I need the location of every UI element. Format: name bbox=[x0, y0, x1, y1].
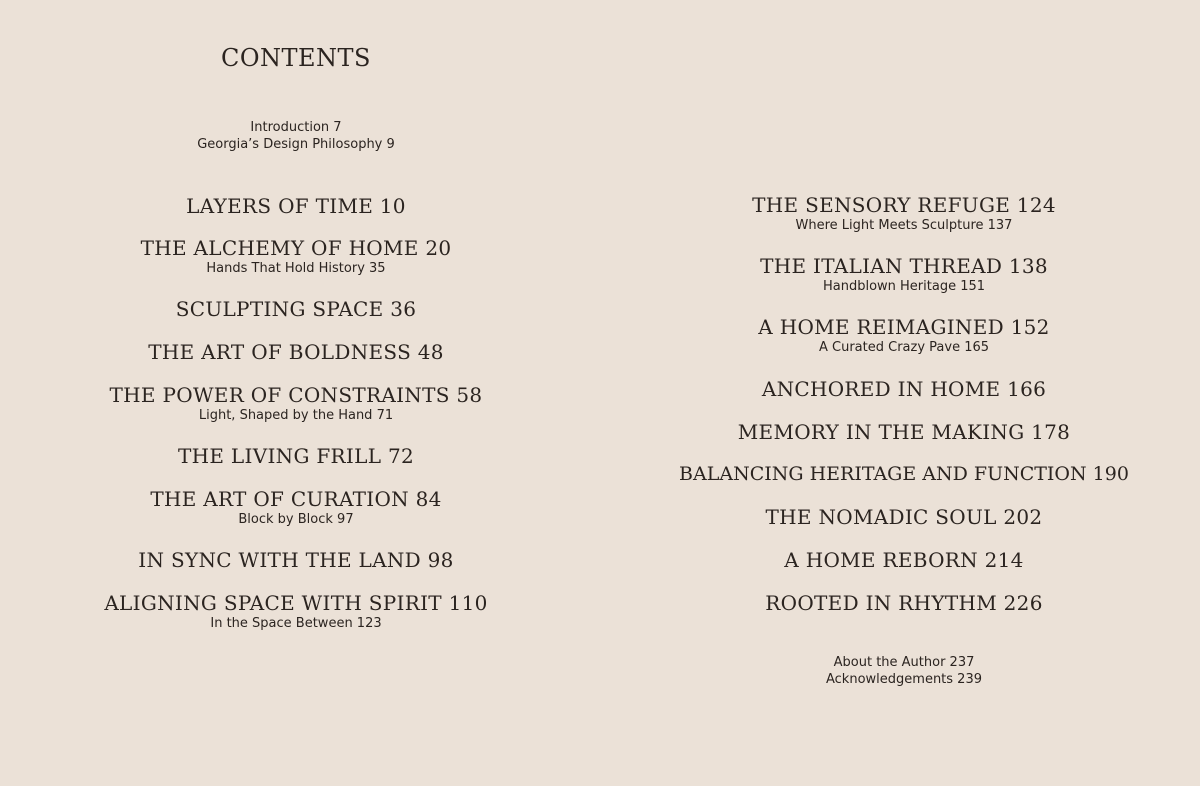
chapter-title: THE LIVING FRILL 72 bbox=[177, 444, 414, 468]
chapter-entry bbox=[0, 297, 592, 321]
front-matter-item: Georgia’s Design Philosophy 9 bbox=[197, 137, 395, 152]
chapter-title: SCULPTING SPACE 36 bbox=[175, 297, 417, 321]
left-page bbox=[0, 0, 592, 786]
chapter-title: ROOTED IN RHYTHM 226 bbox=[765, 591, 1043, 615]
chapter-title: THE POWER OF CONSTRAINTS 58 bbox=[109, 383, 483, 407]
chapter-entry bbox=[608, 462, 1200, 486]
chapter-entry bbox=[0, 444, 592, 468]
chapter-entry bbox=[608, 420, 1200, 444]
chapter-subtitle: A Curated Crazy Pave 165 bbox=[818, 340, 990, 355]
chapter-subtitle: Block by Block 97 bbox=[238, 512, 354, 527]
chapter-entry bbox=[608, 377, 1200, 401]
chapter-title: THE ART OF CURATION 84 bbox=[150, 487, 442, 511]
right-page bbox=[608, 0, 1200, 786]
chapter-entry bbox=[0, 194, 592, 218]
chapter-title: THE ITALIAN THREAD 138 bbox=[760, 254, 1048, 278]
back-matter-list bbox=[608, 654, 1200, 688]
chapter-entry bbox=[608, 315, 1200, 356]
chapter-entry bbox=[0, 487, 592, 528]
chapter-entry bbox=[608, 591, 1200, 615]
chapter-title: BALANCING HERITAGE AND FUNCTION 190 bbox=[679, 463, 1129, 485]
chapter-title: THE ART OF BOLDNESS 48 bbox=[148, 340, 444, 364]
chapter-entry bbox=[608, 548, 1200, 572]
chapter-entry bbox=[0, 548, 592, 572]
chapter-entry bbox=[0, 383, 592, 424]
front-matter-list bbox=[0, 119, 592, 153]
chapter-title: ANCHORED IN HOME 166 bbox=[761, 377, 1047, 401]
chapter-subtitle: Light, Shaped by the Hand 71 bbox=[198, 408, 394, 423]
chapter-subtitle: Hands That Hold History 35 bbox=[206, 261, 386, 276]
chapter-entry bbox=[0, 591, 592, 632]
chapter-entry bbox=[608, 193, 1200, 234]
chapter-title: MEMORY IN THE MAKING 178 bbox=[737, 420, 1071, 444]
chapter-title: THE SENSORY REFUGE 124 bbox=[752, 193, 1056, 217]
chapter-title: LAYERS OF TIME 10 bbox=[186, 194, 406, 218]
chapter-subtitle: Where Light Meets Sculpture 137 bbox=[795, 218, 1013, 233]
back-matter-item: About the Author 237 bbox=[833, 655, 975, 670]
chapter-subtitle: Handblown Heritage 151 bbox=[822, 279, 986, 294]
chapter-title: ALIGNING SPACE WITH SPIRIT 110 bbox=[104, 591, 488, 615]
contents-heading: CONTENTS bbox=[220, 44, 371, 72]
chapter-title: THE ALCHEMY OF HOME 20 bbox=[140, 236, 452, 260]
chapter-title: IN SYNC WITH THE LAND 98 bbox=[138, 548, 454, 572]
chapter-title: A HOME REBORN 214 bbox=[784, 548, 1024, 572]
chapter-title: THE NOMADIC SOUL 202 bbox=[765, 505, 1043, 529]
chapter-entry bbox=[0, 236, 592, 277]
front-matter-item: Introduction 7 bbox=[250, 120, 342, 135]
chapter-subtitle: In the Space Between 123 bbox=[210, 616, 382, 631]
chapter-entry bbox=[608, 505, 1200, 529]
back-matter-item: Acknowledgements 239 bbox=[826, 672, 982, 687]
chapter-entry bbox=[0, 340, 592, 364]
chapter-title: A HOME REIMAGINED 152 bbox=[758, 315, 1050, 339]
chapter-entry bbox=[608, 254, 1200, 295]
